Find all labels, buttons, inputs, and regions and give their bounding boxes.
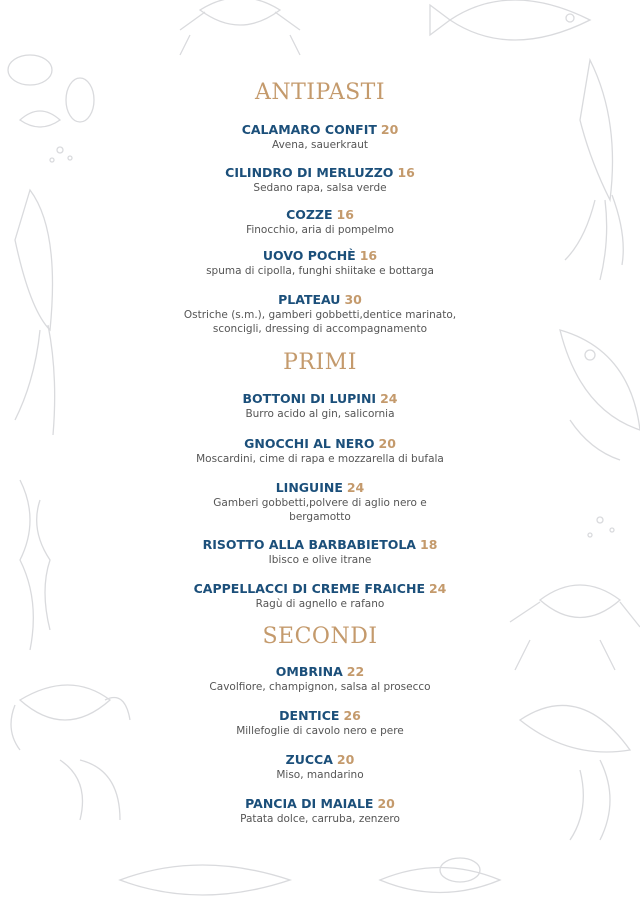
dish-price: 18 — [420, 537, 438, 552]
dish-item — [160, 796, 480, 826]
dish-price: 30 — [344, 292, 362, 307]
dish-price: 16 — [397, 165, 415, 180]
dish-price: 20 — [377, 796, 395, 811]
dish-name: UOVO POCHÈ — [262, 248, 356, 263]
section-title-primi: PRIMI — [283, 350, 357, 375]
dish-description: Cavolfiore, champignon, salsa al prosecco — [209, 681, 431, 693]
dish-name: PLATEAU — [278, 292, 341, 307]
dish-name: RISOTTO ALLA BARBABIETOLA — [202, 537, 416, 552]
dish-price: 26 — [343, 708, 361, 723]
dish-description: Finocchio, aria di pompelmo — [246, 224, 394, 236]
dish-description: Sedano rapa, salsa verde — [253, 182, 387, 194]
dish-name: CAPPELLACCI DI CREME FRAICHE — [193, 581, 425, 596]
crab-icon — [540, 585, 620, 618]
dish-description-line-2: bergamotto — [289, 511, 351, 523]
dish-price: 24 — [428, 581, 447, 596]
dish-item — [160, 248, 480, 278]
dish-item — [160, 752, 480, 782]
dish-price: 20 — [336, 752, 355, 767]
dish-name: PANCIA DI MAIALE — [245, 796, 374, 811]
squid-icon — [15, 190, 53, 330]
dish-name: CILINDRO DI MERLUZZO — [225, 165, 394, 180]
crab-icon — [200, 0, 280, 25]
dish-price: 24 — [346, 480, 365, 495]
dish-name: DENTICE — [279, 708, 340, 723]
dish-item — [160, 664, 480, 694]
dish-description: Moscardini, cime di rapa e mozzarella di bufala — [196, 453, 444, 465]
dish-name: BOTTONI DI LUPINI — [242, 391, 377, 406]
dish-description: spuma di cipolla, funghi shiitake e bottarga — [206, 265, 434, 277]
dish-item — [160, 292, 480, 336]
dish-description: Patata dolce, carruba, zenzero — [240, 813, 400, 825]
dish-item — [160, 537, 480, 567]
dish-description: Avena, sauerkraut — [272, 139, 368, 151]
dish-description-line-1: Gamberi gobbetti,polvere di aglio nero e — [213, 497, 427, 509]
dish-price: 24 — [380, 391, 398, 406]
dish-description: Ibisco e olive itrane — [268, 554, 372, 566]
dish-item — [160, 391, 480, 421]
dish-description: Miso, mandarino — [276, 769, 364, 781]
dish-description: Ragù di agnello e rafano — [255, 598, 385, 610]
dish-name: LINGUINE — [275, 480, 343, 495]
dish-description-line-1: Ostriche (s.m.), gamberi gobbetti,dentice marinato, — [183, 309, 457, 321]
dish-price: 16 — [359, 248, 378, 263]
fish-icon — [450, 0, 590, 40]
dish-name: OMBRINA — [275, 664, 343, 679]
dish-item — [160, 581, 480, 611]
section-title-antipasti: ANTIPASTI — [254, 80, 386, 105]
fish-icon — [560, 330, 640, 430]
shrimp-icon — [520, 705, 630, 752]
dish-price: 20 — [380, 122, 399, 137]
dish-description-line-2: sconcigli, dressing di accompagnamento — [212, 323, 428, 335]
dish-description: Millefoglie di cavolo nero e pere — [236, 725, 404, 737]
dish-item — [160, 480, 480, 524]
dish-item — [160, 122, 480, 152]
dish-price: 16 — [336, 207, 354, 222]
dish-item — [160, 708, 480, 738]
dish-item — [160, 207, 480, 237]
dish-price: 20 — [378, 436, 396, 451]
section-title-secondi: SECONDI — [262, 624, 378, 649]
dish-name: CALAMARO CONFIT — [241, 122, 377, 137]
dish-name: ZUCCA — [285, 752, 333, 767]
dish-name: GNOCCHI AL NERO — [244, 436, 375, 451]
dish-description: Burro acido al gin, salicornia — [245, 408, 395, 420]
crab-icon — [20, 685, 110, 720]
fish-icon — [120, 865, 290, 895]
dish-item — [160, 165, 480, 195]
dish-name: COZZE — [286, 207, 333, 222]
dish-item — [160, 436, 480, 466]
clam-icon — [440, 858, 480, 882]
dish-price: 22 — [346, 664, 365, 679]
